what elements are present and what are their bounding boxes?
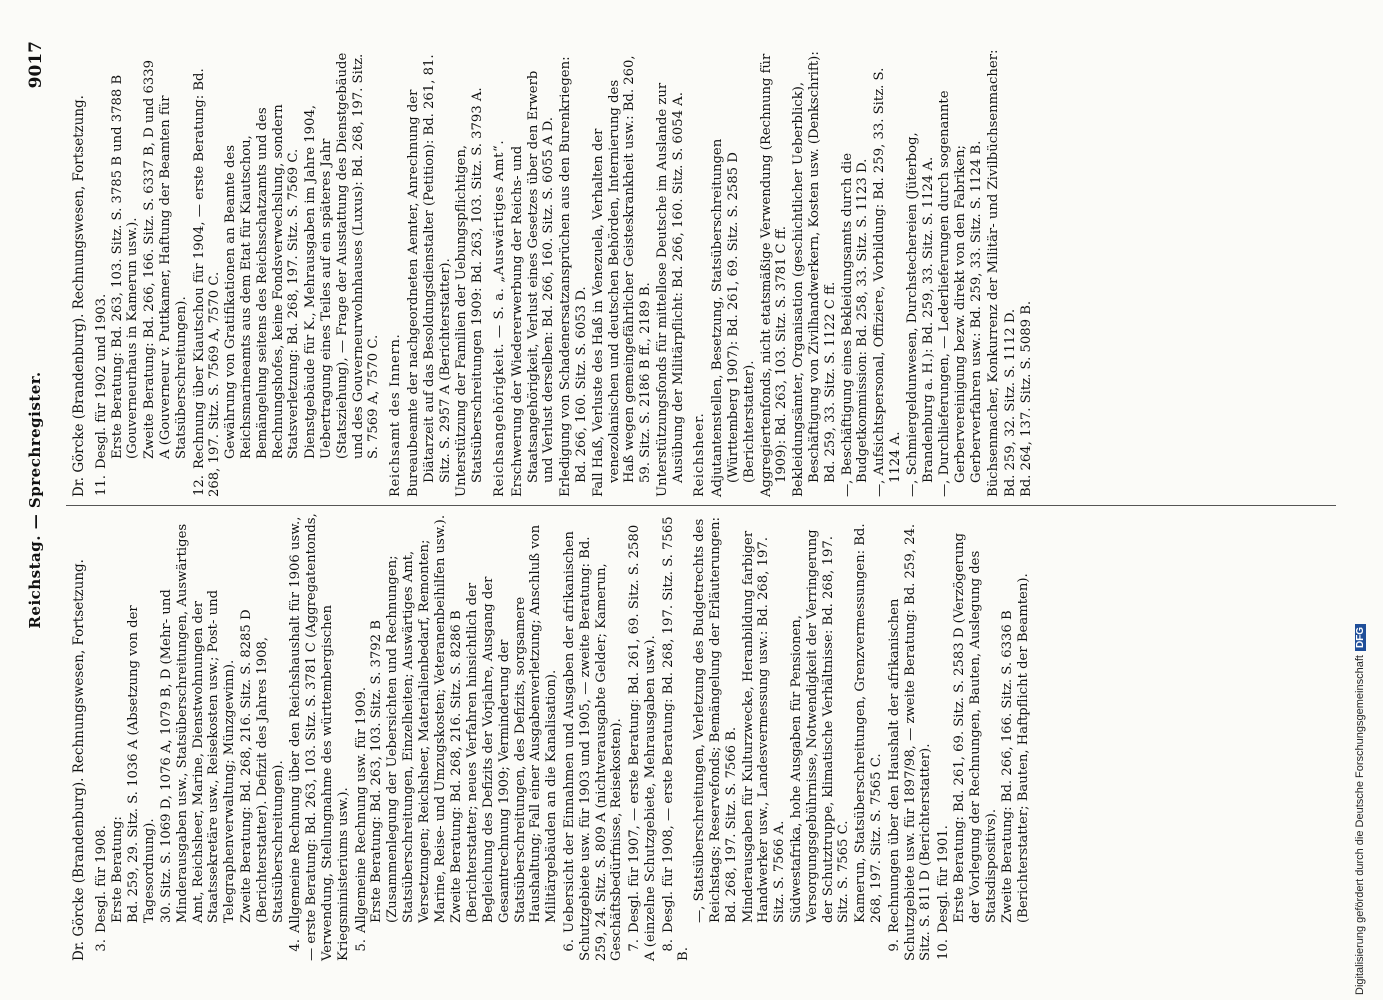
entry-line xyxy=(853,513,885,961)
register-entry xyxy=(94,49,190,497)
entry-line xyxy=(952,513,999,961)
section-paragraph: Erledigung von Schadenersatzansprüchen aus den Burenkriegen: Bd. 266, 160. Sitz. S. 6053 D. xyxy=(558,56,589,497)
register-entry xyxy=(562,513,625,961)
entry-line xyxy=(692,513,739,961)
entry-text: Gewährung von Gratifikationen an Beamte des Reichsmarineamts aus dem Etat für Kiautschou, Bemängelung seitens des Reichsschatzamts und des Rechnungshofes, keine Fondsverwechslung, sondern Statsverletzung: Bd. 268, 197. Sitz. S. 7569 C. xyxy=(223,104,302,459)
entry-text: Rechnung über Kiautschou für 1904, — erste Beratung: Bd. 268, 197. Sitz. S. 7569 A, 7570 C. xyxy=(191,68,223,497)
entry-text: Zweite Beratung: Bd. 268, 216. Sitz. S. 8286 B (Berichterstatter; neues Verfahren hinsichtlich der Begleichung des Defizits der Vorjahre, Ausgang der Gesamtrechnung 1909; Verminderung der Statsüberschreitungen, des Defizits, sorgsamere Haushaltung; Fall einer Ausgabenverletzung; Anschluß von Militärgebäuden an die Kanalisation). xyxy=(449,524,560,923)
entry-text: Bd. 259, 29. Sitz. S. 1036 A (Absetzung von der Tagesordnung). xyxy=(126,605,158,923)
entry-number: 9. xyxy=(886,939,902,952)
entry-text: Erste Beratung: Bd. 261, 69. Sitz. S. 2583 D (Verzögerung der Vorlegung der Rechnungen, Bauten, Auslegung des Statsdispositivs). xyxy=(952,532,999,923)
entry-line xyxy=(789,513,852,961)
left-entries xyxy=(94,513,1032,961)
entry-text: Dienstgebäude für K., Mehrausgaben im Jahre 1904, Uebertragung eines Teiles auf ein späteres Jahr (Statsziehung), — Frage der Ausstattung des Dienstgebäude und des Gouverneurwohnhauses (Luxus): Bd. 268, 197. Sitz. S. 7569 A, 7570 C. xyxy=(303,52,382,459)
register-entry xyxy=(936,513,1032,961)
entry-number: 8. xyxy=(660,939,676,952)
entry-number: 10. xyxy=(936,939,952,960)
entry-text: Kamerun, Statsüberschreitungen, Grenzvermessungen: Bd. 268, 197. Sitz. S. 7565 C. xyxy=(853,523,885,923)
entry-number: 7. xyxy=(627,939,643,952)
section-heading: Reichsangehörigkeit. — S. a. „Auswärtiges Amt“. xyxy=(491,139,507,497)
entry-line xyxy=(661,513,693,961)
entry-text: Uebersicht der Einnahmen und Ausgaben der afrikanischen Schutzgebiete usw. für 1903 und 1905, — zweite Beratung: Bd. 259, 24. Sitz. S. 809 A (nichtverausgabte Gelder; Kamerun, Geschäftsbedürfnisse, Reisekosten). xyxy=(561,531,625,961)
entry-line xyxy=(94,513,110,961)
entry-text: Desgl. für 1907, — erste Beratung: Bd. 261, 69. Sitz. S. 2580 A (einzelne Schutzgebiete, Mehrausgaben usw.). xyxy=(627,524,658,961)
entry-number: 3. xyxy=(93,939,109,952)
entry-line xyxy=(126,513,158,961)
section-paragraph: Unterstützung der Familien der Uebungspflichtigen, Statsüberschreitungen 1909: Bd. 263, 103. Sitz. S. 3793 A. xyxy=(454,87,486,497)
entry-number: 12. xyxy=(191,475,207,496)
entry-text: Zweite Beratung: Bd. 266, 166. Sitz. S. 6337 B, D und 6339 A (Gouverneur v. Puttkamer, Haftung der Beamten für Statsüberschreitungen). xyxy=(142,59,189,459)
section-paragraph: Büchsenmacher, Konkurrenz der Militär- und Zivilbüchsenmacher: xyxy=(985,49,1001,497)
page-number: 9017 xyxy=(26,41,46,89)
section-paragraph: —, Durchlieferungen, — Lederlieferungen durch sogenannte Gerbervereinigung bezw. direkt von den Fabriken; Gerberverfahren usw.: Bd. 259, 33. Sitz. S. 1124 B. xyxy=(937,90,985,497)
entry-text: Erste Beratung: Bd. 263, 103. Sitz. S. 3785 B und 3788 B (Gouverneurhaus in Kamerun usw.). xyxy=(109,74,141,459)
rotated-page xyxy=(26,35,1366,965)
entry-text: Desgl. für 1902 und 1903. xyxy=(93,293,109,469)
entry-line xyxy=(142,49,189,497)
page-header xyxy=(26,35,60,965)
section-paragraph: Adjutantenstellen, Besetzung, Statsüberschreitungen (Württemberg 1907): Bd. 261, 69. Sitz. S. 2585 D (Berichterstatter). xyxy=(710,138,757,497)
section-paragraph: Bekleidungsämter, Organisation (geschichtlicher Ueberblick), Beschäftigung von Zivilhandwerkern, Kosten usw. (Denkschrift): Bd. 259, 33. Sitz. S. 1122 C ff. xyxy=(791,51,838,497)
register-entry xyxy=(192,49,383,497)
page-header-title: Reichstag. — Sprechregister. xyxy=(26,371,44,629)
left-running-head: Dr. Görcke (Brandenburg). Rechnungswesen, Fortsetzung. xyxy=(71,559,87,961)
entry-text: Südwestafrika, hohe Ausgaben für Pensionen, Versorgungsgebührnisse, Notwendigkeit der Verringerung der Schutztruppe, klimatische Verhältnisse: Bd. 268, 197. Sitz. S. 7565 C. xyxy=(789,529,852,923)
section-heading: Reichsamt des Innern. xyxy=(388,333,404,497)
entry-text: Allgemeine Rechnung über den Reichshaushalt für 1906 usw., — erste Beratung: Bd. 263, 103. Sitz. S. 3781 C (Aggregatentonds, Verwendung, Stellungnahme des württembergischen Kriegsministeriums usw.). xyxy=(288,513,351,961)
entry-line xyxy=(936,513,952,961)
entry-text: Minderausgaben für Kulturzwecke, Heranbildung farbiger Handwerker usw., Landesvermessung usw.: Bd. 268, 197. Sitz. S. 7566 A. xyxy=(740,530,788,923)
right-running-head: Dr. Görcke (Brandenburg). Rechnungswesen, Fortsetzung. xyxy=(71,95,87,497)
entry-text: Zweite Beratung: Bd. 268, 216. Sitz. S. 8285 D (Berichterstatter). Defizit des Jahres 1908, Statsüberschreitungen). xyxy=(238,609,286,923)
entry-text: Rechnungen über den Haushalt der afrikanischen Schutzgebiete usw. für 1897/98, — zweite Beratung: Bd. 259, 24. Sitz. S. 811 D (Berichterstatter). xyxy=(886,523,934,961)
register-entry xyxy=(94,513,287,961)
entry-text: Allgemeine Rechnung usw. für 1909. xyxy=(353,687,369,933)
entry-text: Desgl. für 1908. xyxy=(93,825,109,933)
entry-number: 5. xyxy=(353,939,369,952)
section-paragraph: Unterstützungsfonds für mittellose Deutsche im Auslande zur Ausübung der Militärpflicht: Bd. 266, 160. Sitz. S. 6054 A. xyxy=(654,82,686,497)
entry-text: Erste Beratung: xyxy=(109,816,125,923)
section-heading: Reichsheer. xyxy=(692,412,708,497)
entry-text: Zweite Beratung: Bd. 266, 166. Sitz. S. 6336 B (Berichterstatter; Bauten, Haftpflicht der Beamten). xyxy=(1000,573,1032,923)
entry-line xyxy=(741,513,788,961)
entry-text: —, Statsüberschreitungen, Verletzung des Budgetrechts des Reichstags; Reservefonds; Bemängelung der Erläuterungen: Bd. 268, 197. Sitz. S. 7566 B. xyxy=(692,517,739,923)
entry-line xyxy=(449,513,560,961)
section-paragraph: Bd. 259, 32. Sitz. S. 1112 D. xyxy=(1002,308,1018,497)
right-entries xyxy=(94,49,382,497)
digitization-credit xyxy=(1354,5,1370,995)
entry-line xyxy=(354,513,370,961)
left-column xyxy=(72,513,1346,961)
credit-text: Digitalisierung gefördert durch die Deutsche Forschungsgemeinschaft xyxy=(1354,655,1366,995)
register-entry xyxy=(887,513,934,961)
entry-text: Erste Beratung: Bd. 263, 103. Sitz. S. 3792 B (Zusammenlegung der Uebersichten und Rechnungen; Statsüberschreitungen, Einzelheiten; Auswärtiges Amt, Versetzungen; Reichsheer, Materialienbedarf, Remonten; Marine, Reise- und Umzugskosten; Veteranenbeihilfen usw.). xyxy=(369,514,448,923)
section-paragraph: Aggregiertenfonds, nicht etatsmäßige Verwendung (Rechnung für 1909): Bd. 263, 103. Sitz. S. 3781 C ff. xyxy=(758,53,790,497)
right-sections xyxy=(388,49,1035,497)
register-entry xyxy=(354,513,560,961)
register-entry xyxy=(627,513,659,961)
section-paragraph: Erschwerung der Wiedererwerbung der Reichs- und Staatsangehörigkeit, Verlust eines Gesetzes über den Erwerb und Verlust derselben: Bd. 266, 160. Sitz. S. 6055 A D. xyxy=(509,70,557,497)
entry-number: 4. xyxy=(288,939,304,952)
section-paragraph: Bureaubeamte der nachgeordneten Aemter, Anrechnung der Diätarzeit auf das Besoldungsdienstalter (Petition): Bd. 261, 81. Sitz. S. 2957 A (Berichterstatter). xyxy=(405,54,453,497)
section-paragraph: —, Aufsichtspersonal, Offiziere, Vorbildung: Bd. 259, 33. Sitz. S. 1124 A. xyxy=(872,67,904,497)
entry-number: 6. xyxy=(561,939,577,952)
entry-line xyxy=(192,49,224,497)
column-divider xyxy=(66,505,1336,506)
section-paragraph: Bd. 264, 137. Sitz. S. 5089 B. xyxy=(1019,300,1035,497)
entry-line xyxy=(303,49,382,497)
entry-line xyxy=(562,513,625,961)
dfg-logo: DFG xyxy=(1355,624,1366,651)
section-paragraph: —, Schmiergeldunwesen, Durchstechereien (Jüterbog, Brandenburg a. H.): Bd. 259, 33. Sitz. S. 1124 A. xyxy=(904,132,936,497)
entry-line xyxy=(110,49,142,497)
register-entry xyxy=(288,513,351,961)
entry-line xyxy=(288,513,351,961)
entry-line xyxy=(1000,513,1032,961)
entry-line xyxy=(94,49,110,497)
entry-line xyxy=(239,513,286,961)
entry-text: 30. Sitz. S. 1069 D, 1076 A, 1079 B, D (Mehr- und Minderausgaben usw., Statsüberschreitungen, Auswärtiges Amt, Reichsheer, Marine, Dienstwohnungen der Staatssekretäre usw., Reisekosten usw.; Post- und Telegraphenverwaltung; Münzgewinn). xyxy=(158,523,238,923)
entry-line xyxy=(627,513,659,961)
entry-line xyxy=(887,513,934,961)
register-entry xyxy=(661,513,885,961)
entry-line xyxy=(110,513,126,961)
entry-number: 11. xyxy=(93,475,109,496)
right-column xyxy=(72,49,1346,497)
entry-line xyxy=(223,49,302,497)
entry-line xyxy=(159,513,238,961)
entry-line xyxy=(369,513,448,961)
entry-text: Desgl. für 1901. xyxy=(936,825,952,933)
entry-text: Desgl. für 1908, — erste Beratung: Bd. 268, 197. Sitz. S. 7565 B. xyxy=(660,516,692,961)
section-paragraph: Fall Haß, Verluste des Haß in Venezuela, Verhalten der venezolanischen und deutschen Behörden, Internierung des Haß wegen gemeingefährlicher Geisteskrankheit usw.: Bd. 260, 59. Sitz. S. 2186 B ff., 2189 B. xyxy=(590,55,654,497)
section-paragraph: —, Beschäftigung eines Bekleidungsamts durch die Budgetkommission: Bd. 258, 33. Sitz. S. 1123 D. xyxy=(839,152,871,497)
